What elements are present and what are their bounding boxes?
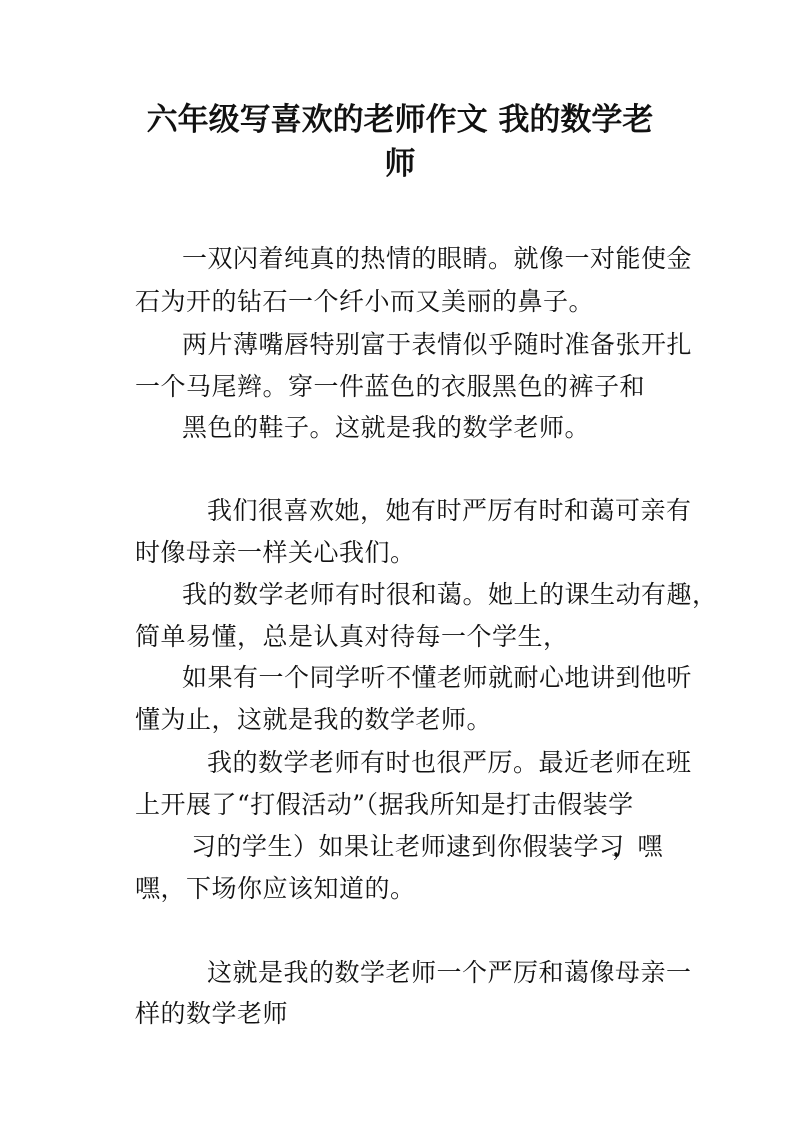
paragraph-line: 石为开的钻石一个纤小而又美丽的鼻子。: [135, 287, 595, 316]
paragraph-line: 懂为止，这就是我的数学老师。: [135, 705, 493, 734]
paragraph-line: 这就是我的数学老师一个严厉和蔼像母亲一: [207, 958, 692, 987]
paragraph-line: 一个马尾辫。穿一件蓝色的衣服黑色的裤子和: [135, 372, 646, 401]
page-title-line-1: 六年级写喜欢的老师作文 我的数学老: [146, 102, 654, 138]
paragraph-line: 我们很喜欢她，她有时严厉有时和蔼可亲有: [207, 496, 692, 525]
paragraph-line: 两片薄嘴唇特别富于表情似乎随时准备张开扎: [182, 330, 693, 359]
paragraph-line: 简单易懂，总是认真对待每一个学生，: [135, 622, 569, 651]
paragraph-line: 嘿，下场你应该知道的。: [135, 874, 416, 903]
paragraph-line: 黑色的鞋子。这就是我的数学老师。: [182, 413, 591, 442]
paragraph-line-fragment: ，嘿: [612, 832, 664, 861]
paragraph-line: 我的数学老师有时也很严厉。最近老师在班: [207, 748, 692, 777]
paragraph-line: 我的数学老师有时很和蔼。她上的课生动有趣，: [182, 580, 718, 609]
page-title-line-2: 师: [384, 146, 416, 182]
paragraph-line: 上开展了“打假活动”（据我所知是打击假装学: [135, 790, 634, 819]
paragraph-line: 一双闪着纯真的热情的眼睛。就像一对能使金: [182, 244, 693, 273]
paragraph-line: 样的数学老师: [135, 999, 289, 1028]
paragraph-line: 时像母亲一样关心我们。: [135, 538, 416, 567]
paragraph-line: 如果有一个同学听不懂老师就耐心地讲到他听: [182, 663, 693, 692]
paragraph-line: 习的学生）如果让老师逮到你假装学习: [191, 832, 625, 861]
